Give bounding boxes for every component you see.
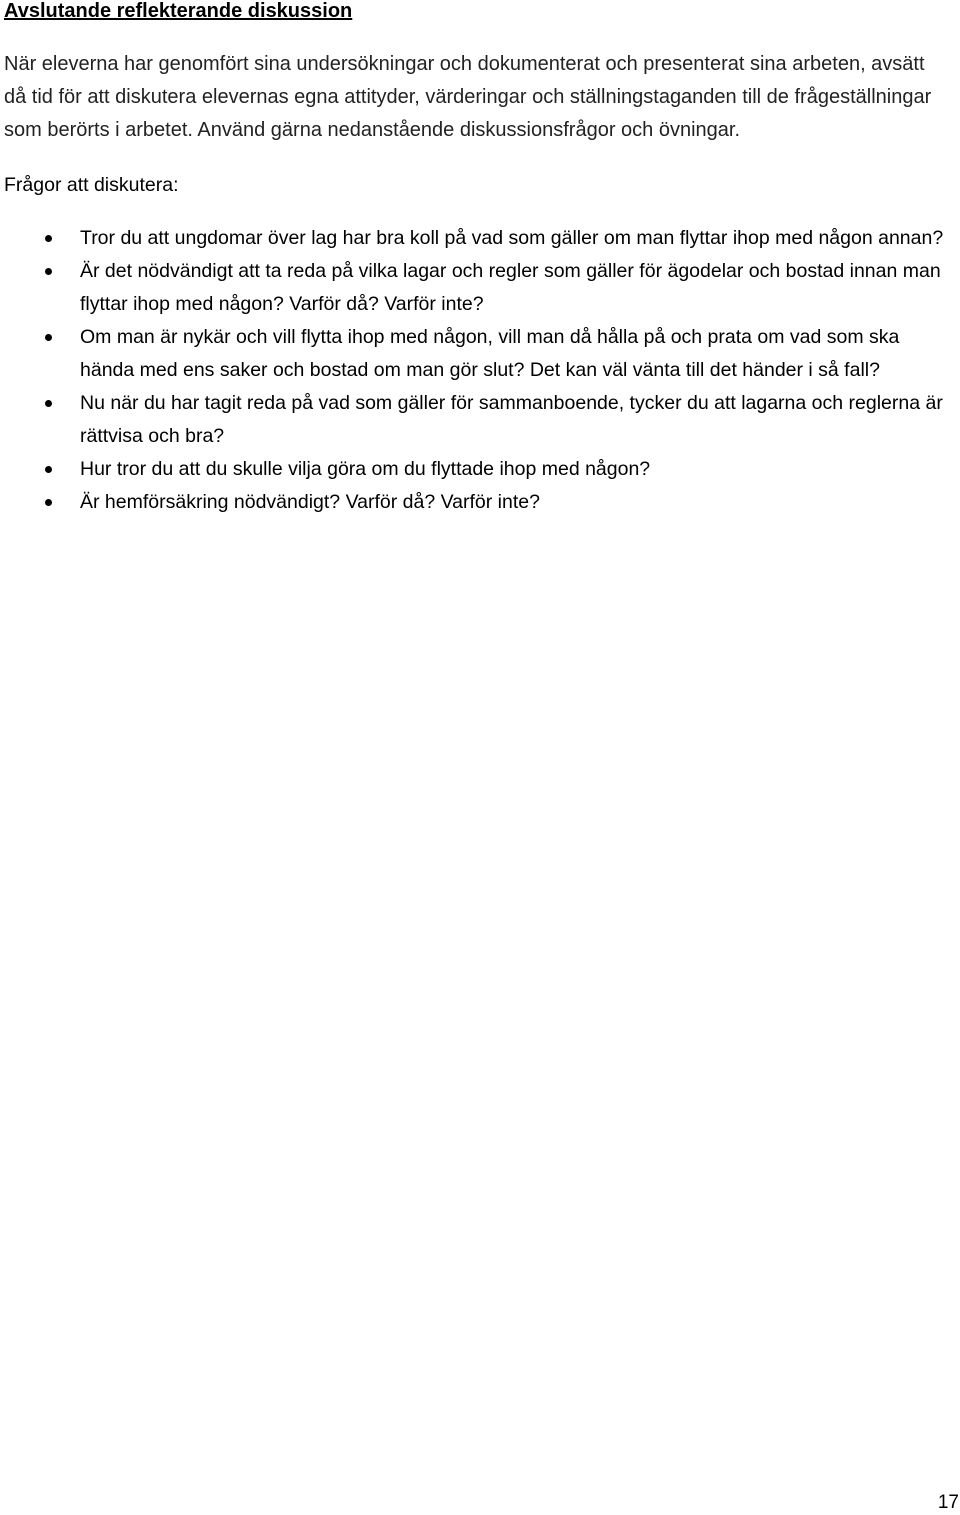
discussion-question-list [0, 222, 960, 519]
discussion-question [0, 486, 955, 519]
section-heading: Avslutande reflekterande diskussion [4, 0, 353, 22]
question-text: Om man är nykär och vill flytta ihop med någon, vill man då hålla på och prata om vad som ska hända med ens saker och bostad om man gör slut? Det kan väl vänta till det händer i så fall? [80, 326, 900, 381]
intro-paragraph: När eleverna har genomfört sina undersökningar och dokumenterat och presenterat sina arbeten, avsätt då tid för att diskutera elevernas egna attityder, värderingar och ställningstaganden till de frågeställningar som berörts i arbetet. Använd gärna nedanstående diskussionsfrågor och övningar. [4, 53, 932, 141]
bullet-icon [45, 466, 52, 473]
question-text: Är hemförsäkring nödvändigt? Varför då? Varför inte? [80, 491, 540, 513]
page-number: 17 [937, 1492, 959, 1513]
discussion-question [0, 453, 955, 486]
bullet-icon [45, 235, 52, 242]
question-text: Hur tror du att du skulle vilja göra om du flyttade ihop med någon? [80, 458, 651, 480]
question-text: Tror du att ungdomar över lag har bra koll på vad som gäller om man flyttar ihop med någon annan? [80, 227, 944, 249]
discussion-question [0, 222, 955, 255]
bullet-icon [45, 499, 52, 506]
questions-label: Frågor att diskutera: [4, 174, 179, 196]
bullet-icon [45, 334, 52, 341]
bullet-icon [45, 400, 52, 407]
bullet-icon [45, 268, 52, 275]
discussion-question [0, 321, 955, 387]
discussion-question [0, 387, 955, 453]
question-text: Är det nödvändigt att ta reda på vilka lagar och regler som gäller för ägodelar och bostad innan man flyttar ihop med någon? Varför då? Varför inte? [80, 260, 941, 315]
discussion-question [0, 255, 955, 321]
question-text: Nu när du har tagit reda på vad som gäller för sammanboende, tycker du att lagarna och reglerna är rättvisa och bra? [80, 392, 943, 447]
